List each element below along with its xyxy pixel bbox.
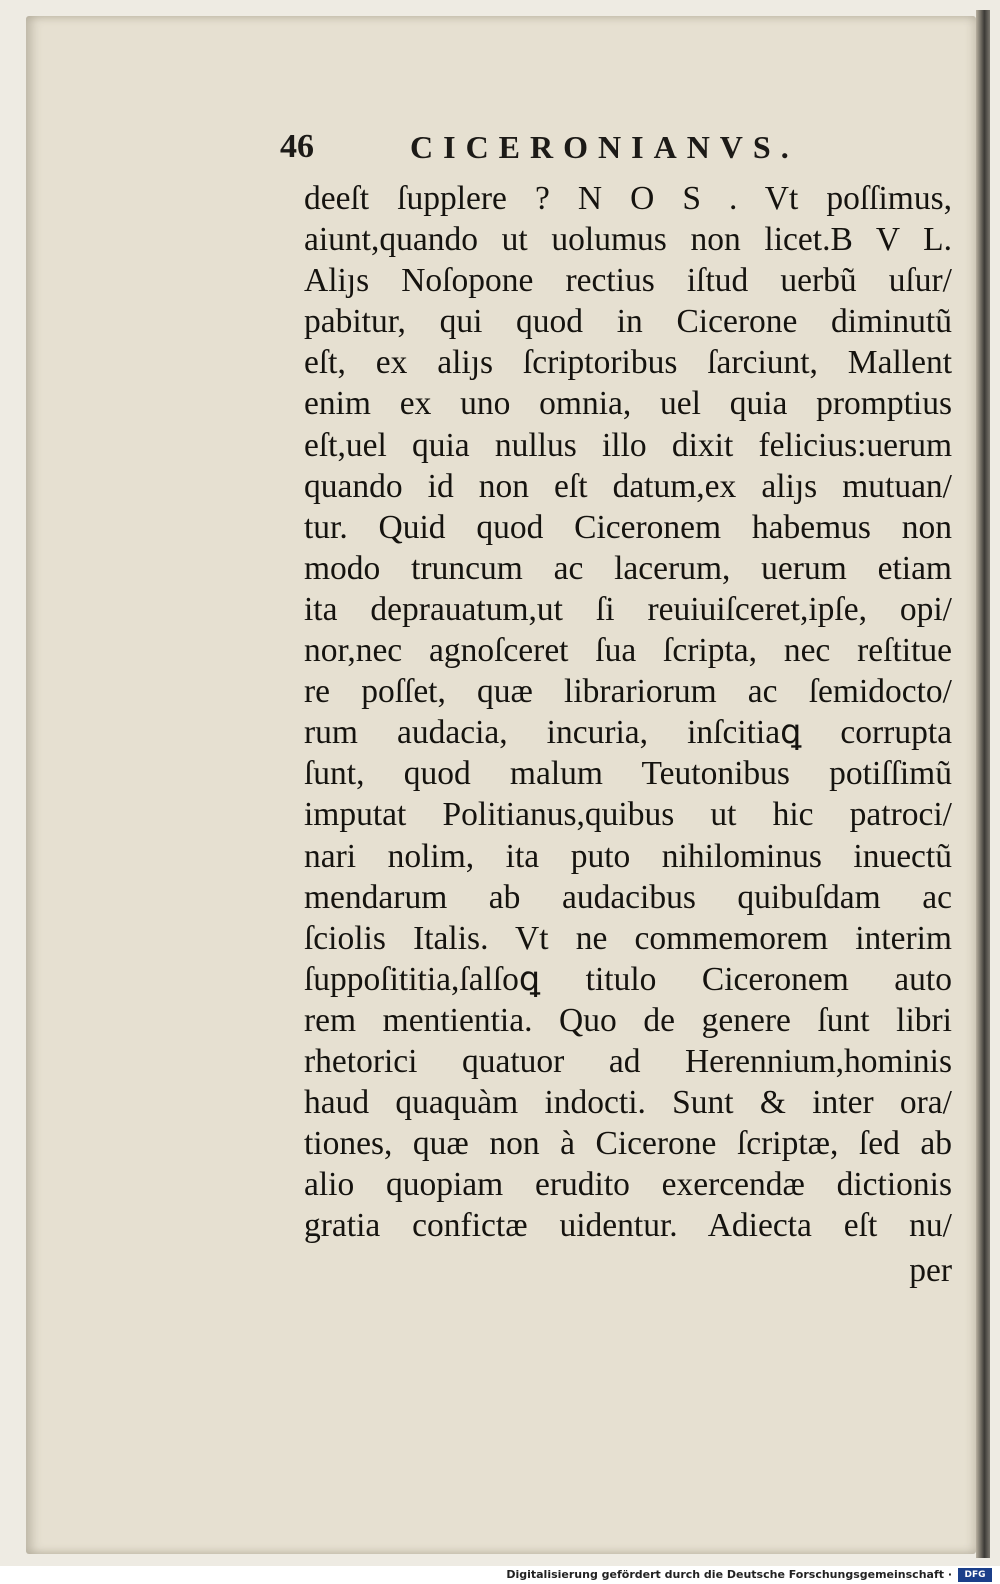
page-number: 46 xyxy=(280,128,314,165)
text-line: mendarum ab audacibus quibuſdam ac xyxy=(304,878,952,916)
text-line: ita deprauatum,ut ſi reuiuiſceret,ipſe, opi/ xyxy=(304,590,952,628)
text-line: quando id non eſt datum,ex aliȷs mutuan/ xyxy=(304,467,952,505)
text-line: rum audacia, incuria, inſcitiaꝗ corrupta xyxy=(304,714,952,752)
funding-notice: Digitalisierung gefördert durch die Deutsche Forschungsgemeinschaft · xyxy=(506,1568,952,1581)
text-line: pabitur, qui quod in Cicerone diminutũ xyxy=(304,303,952,341)
text-line: tiones, quæ non à Cicerone ſcriptæ, ſed ab xyxy=(304,1125,952,1163)
text-line: deeſt ſupplere ? N O S . Vt poſſimus, xyxy=(304,180,952,217)
text-line: eſt,uel quia nullus illo dixit felicius:uerum xyxy=(304,426,952,464)
text-line: modo truncum ac lacerum, uerum etiam xyxy=(304,549,952,587)
text-line: ſciolis Italis. Vt ne commemorem interim xyxy=(304,919,952,957)
text-line: rhetorici quatuor ad Herennium,hominis xyxy=(304,1042,952,1080)
text-line: aiunt,quando ut uolumus non licet.B V L. xyxy=(304,221,952,259)
text-line: imputat Politianus,quibus ut hic patroci/ xyxy=(304,796,952,834)
text-line: enim ex uno omnia, uel quia promptius xyxy=(304,385,952,423)
text-line: rem mentientia. Quo de genere ſunt libri xyxy=(304,1001,952,1039)
body-text xyxy=(304,178,952,1246)
text-line: nor,nec agnoſceret ſua ſcripta, nec reſtitue xyxy=(304,632,952,670)
dfg-logo: DFG xyxy=(958,1568,992,1582)
text-line: Aliȷs Noſopone rectius iſtud uerbũ uſur/ xyxy=(304,262,952,300)
text-line: gratia confictæ uidentur. Adiecta eſt nu/ xyxy=(304,1207,952,1245)
text-line: ſunt, quod malum Teutonibus potiſſimũ xyxy=(304,755,952,793)
text-line: haud quaquàm indocti. Sunt & inter ora/ xyxy=(304,1084,952,1122)
text-line: eſt, ex aliȷs ſcriptoribus ſarciunt, Mallent xyxy=(304,344,952,382)
digitization-footer xyxy=(0,1566,1000,1584)
catchword: per xyxy=(909,1252,952,1289)
running-head: CICERONIANVS. xyxy=(410,129,799,165)
text-line: tur. Quid quod Ciceronem habemus non xyxy=(304,508,952,546)
text-line: nari nolim, ita puto nihilominus inuectũ xyxy=(304,837,952,875)
page-header xyxy=(280,124,840,170)
text-line: alio quopiam erudito exercendæ dictionis xyxy=(304,1166,952,1204)
page-edge xyxy=(976,10,990,1558)
text-line: re poſſet, quæ librariorum ac ſemidocto/ xyxy=(304,673,952,711)
text-line: ſuppoſititia,ſalſoꝗ titulo Ciceronem auto xyxy=(304,960,952,998)
